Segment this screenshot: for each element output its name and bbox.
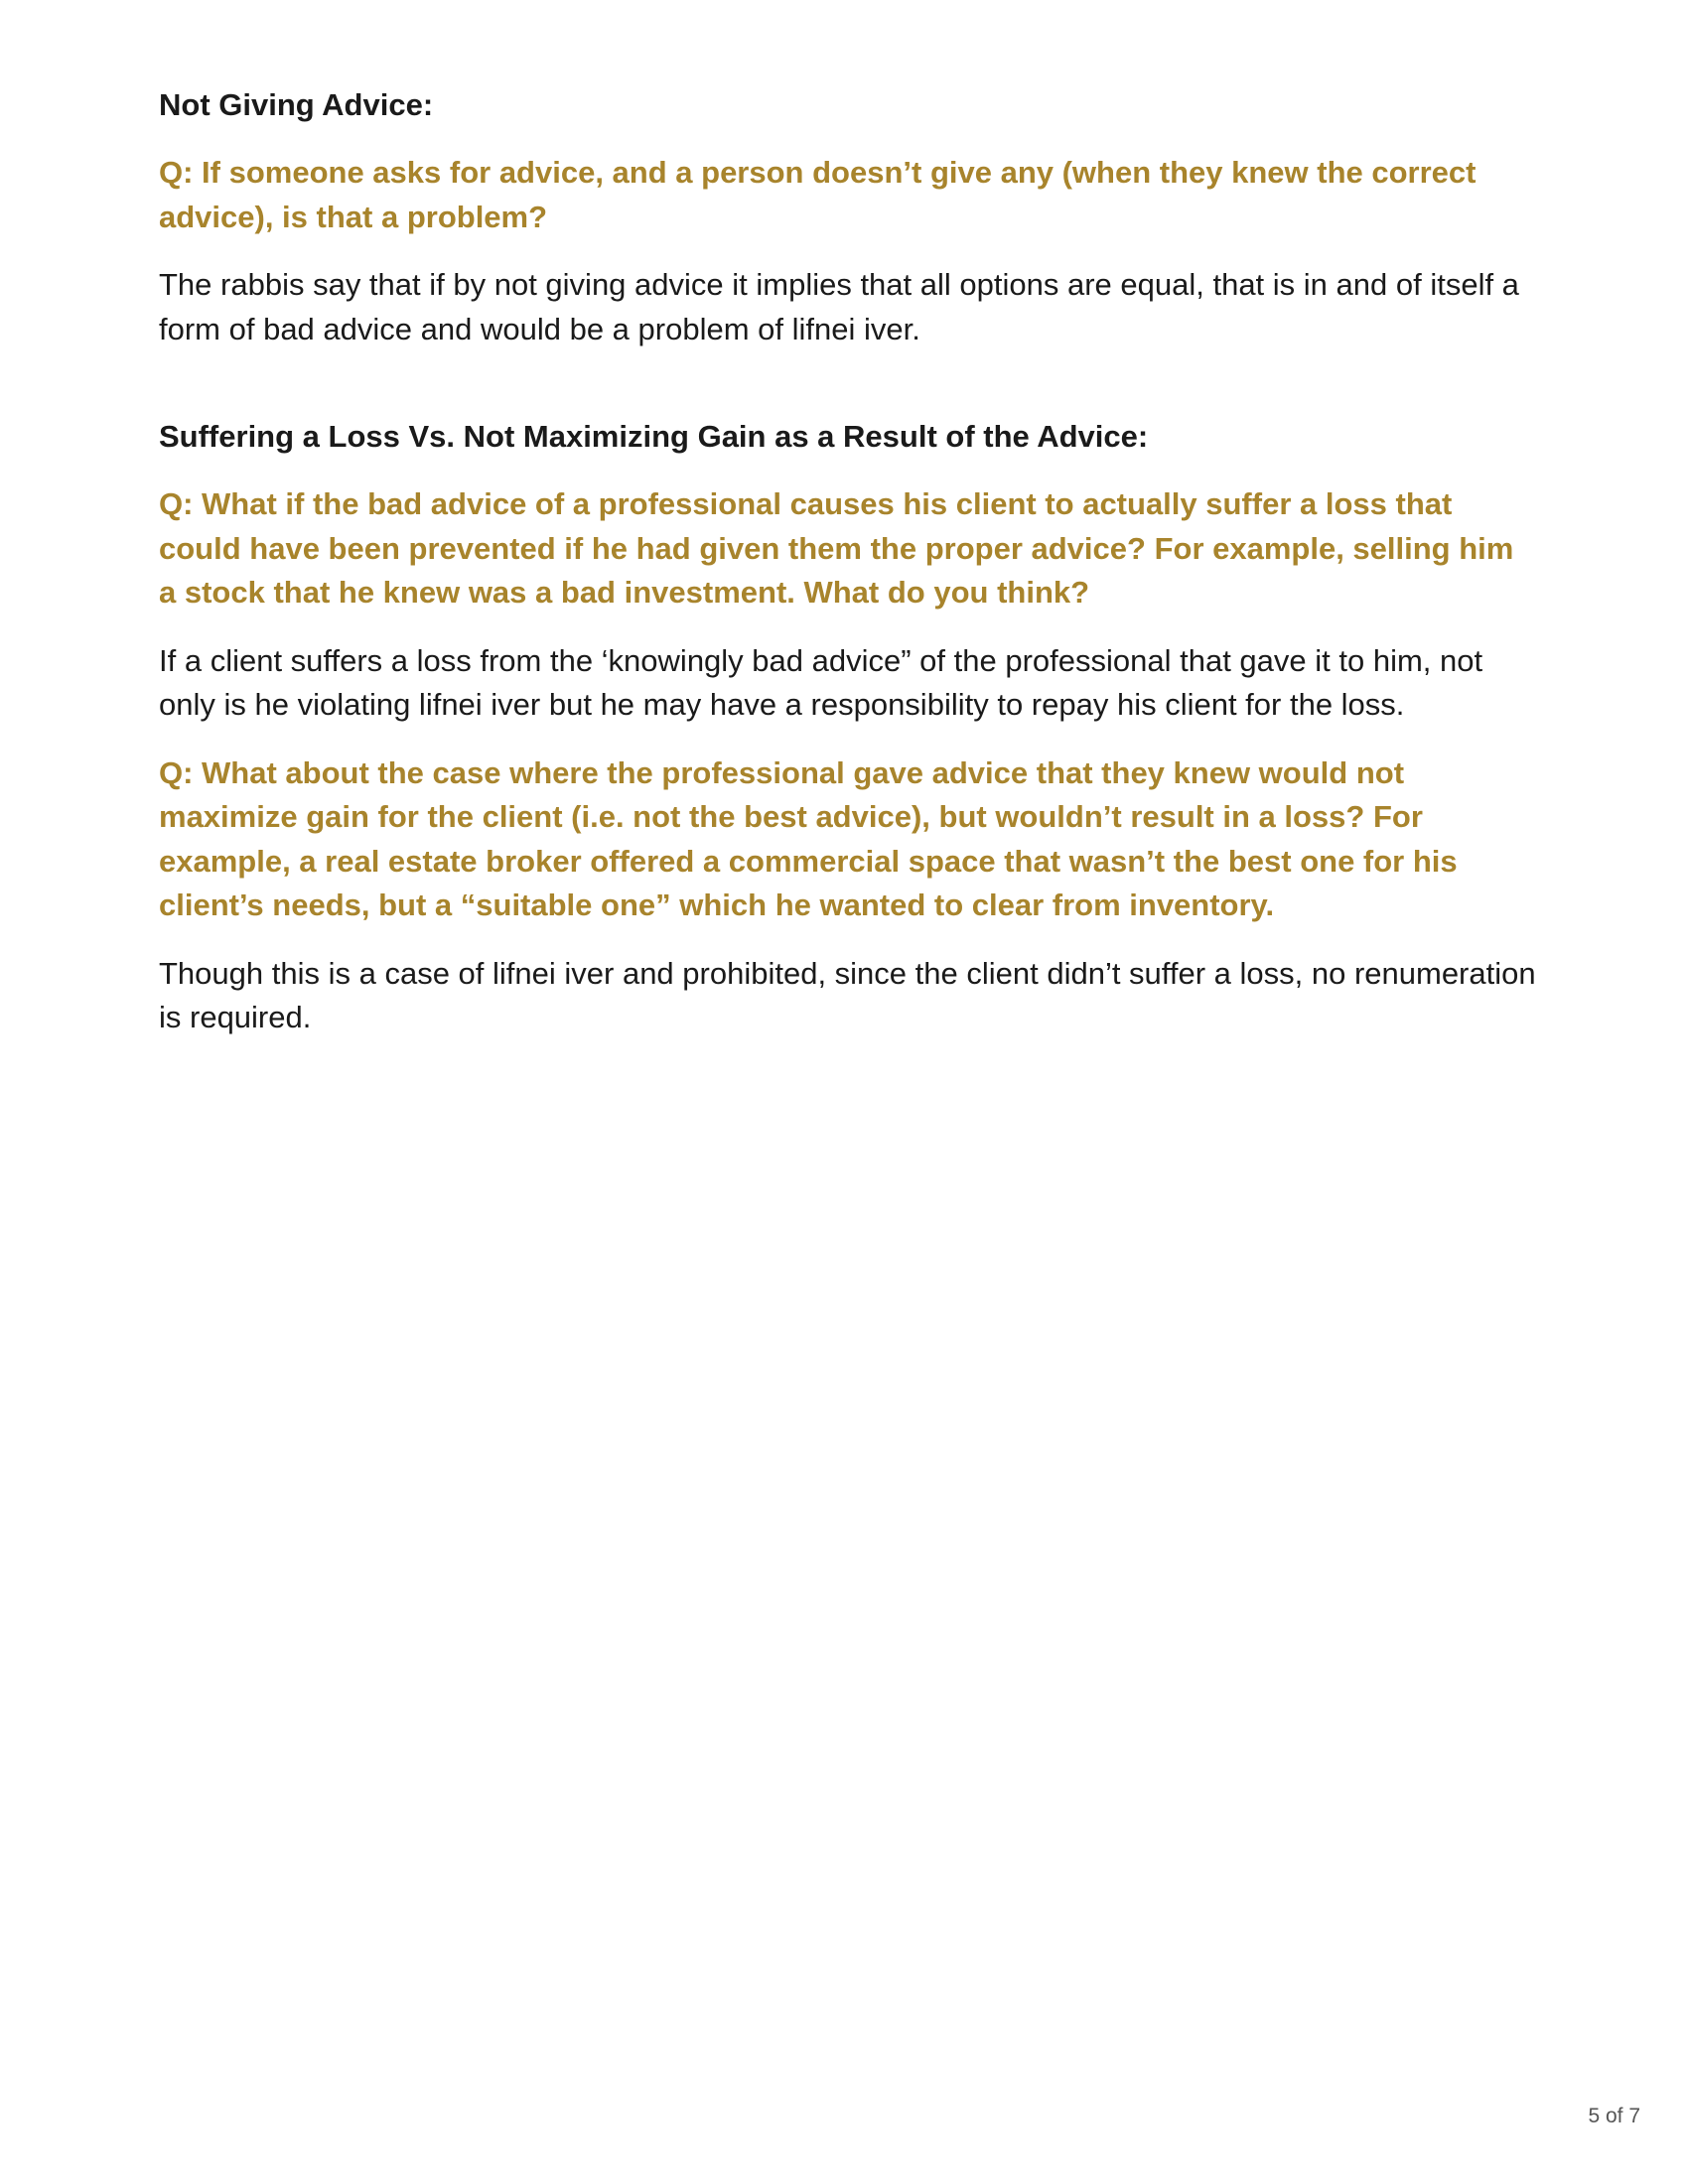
question-text: Q: What if the bad advice of a professional causes his client to actually suffer a loss that could have been prevented if he had given them the proper advice? For example, selling him a stock that he knew was a bad investment. What do you think? bbox=[159, 486, 1514, 610]
section-heading: Not Giving Advice: bbox=[159, 87, 434, 122]
answer-text: Though this is a case of lifnei iver and prohibited, since the client didn’t suffer a loss, no renumeration is required. bbox=[159, 955, 1536, 1034]
page-number: 5 of 7 bbox=[1588, 2105, 1640, 2127]
section-heading: Suffering a Loss Vs. Not Maximizing Gain as a Result of the Advice: bbox=[159, 419, 1149, 454]
question-text: Q: If someone asks for advice, and a person doesn’t give any (when they knew the correct advice), is that a problem? bbox=[159, 155, 1477, 234]
section-not-giving-advice bbox=[159, 83, 1539, 351]
answer-text: The rabbis say that if by not giving advice it implies that all options are equal, that is in and of itself a form of bad advice and would be a problem of lifnei iver. bbox=[159, 267, 1519, 346]
page-content bbox=[159, 83, 1539, 1064]
answer-text: If a client suffers a loss from the ‘knowingly bad advice” of the professional that gave it to him, not only is he violating lifnei iver but he may have a responsibility to repay his client for the loss. bbox=[159, 642, 1483, 722]
section-loss-vs-gain bbox=[159, 415, 1539, 1040]
question-text: Q: What about the case where the professional gave advice that they knew would not maximize gain for the client (i.e. not the best advice), but wouldn’t result in a loss? For example, a real estate broker offered a commercial space that wasn’t the best one for his client’s needs, but a “suitable one” which he wanted to clear from inventory. bbox=[159, 754, 1458, 922]
